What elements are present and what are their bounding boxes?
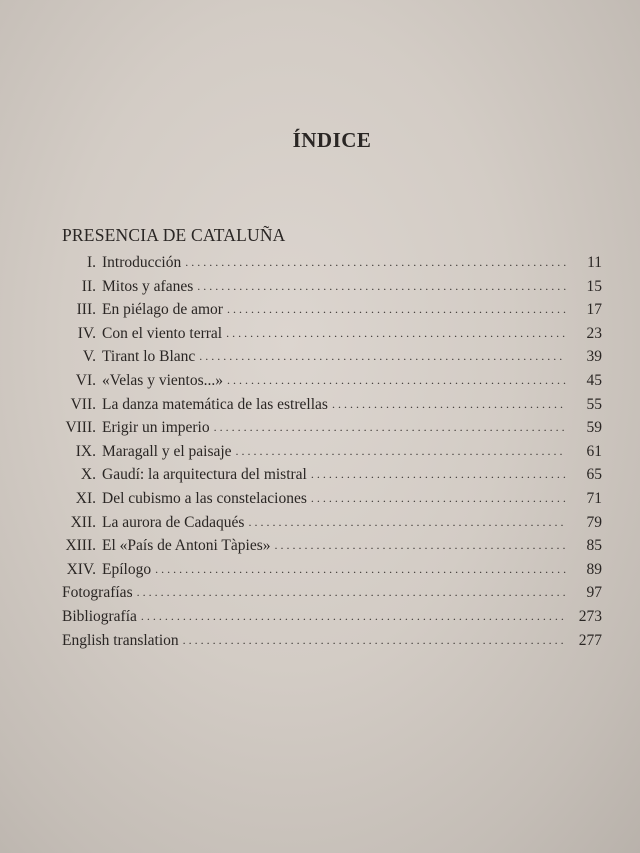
table-of-contents	[62, 254, 602, 655]
dot-leader	[248, 515, 566, 530]
dot-leader	[197, 279, 566, 294]
entry-number: VI.	[75, 371, 96, 389]
entry-title: English translation	[62, 631, 179, 649]
entry-number: XIII.	[65, 537, 96, 555]
entry-number: III.	[76, 301, 96, 319]
entry-number: V.	[82, 348, 96, 366]
dot-leader	[199, 349, 566, 364]
entry-page: 89	[586, 560, 602, 578]
entry-number: IV.	[77, 324, 96, 342]
entry-title: Gaudí: la arquitectura del mistral	[102, 466, 307, 484]
entry-page: 59	[586, 419, 602, 437]
entry-page: 45	[586, 371, 602, 389]
toc-entry	[62, 466, 602, 490]
toc-entry	[62, 325, 602, 349]
toc-entry	[62, 372, 602, 396]
entry-title: Con el viento terral	[102, 324, 223, 342]
dot-leader	[141, 609, 566, 624]
dot-leader	[214, 420, 566, 435]
entry-page: 17	[586, 301, 602, 319]
dot-leader	[226, 326, 566, 341]
entry-page: 11	[587, 254, 602, 271]
toc-back-matter-entry	[62, 608, 602, 632]
dot-leader	[137, 585, 566, 600]
entry-number: VII.	[70, 395, 96, 413]
entry-title: La aurora de Cadaqués	[102, 513, 245, 531]
dot-leader	[332, 397, 566, 412]
entry-number: IX.	[75, 442, 96, 460]
entry-page: 277	[578, 631, 602, 649]
entry-title: «Velas y vientos...»	[102, 371, 223, 389]
entry-number: XII.	[70, 513, 96, 531]
entry-page: 39	[586, 348, 602, 366]
entry-title: Maragall y el paisaje	[102, 442, 232, 460]
section-heading: PRESENCIA DE CATALUÑA	[62, 225, 286, 245]
toc-entry	[62, 348, 602, 372]
entry-page: 23	[586, 324, 602, 342]
entry-title: El «País de Antoni Tàpies»	[102, 537, 271, 555]
entry-page: 65	[586, 466, 602, 484]
dot-leader	[236, 444, 566, 459]
toc-entry	[62, 396, 602, 420]
entry-title: Del cubismo a las constelaciones	[102, 489, 307, 507]
entry-number: VIII.	[65, 419, 96, 437]
toc-entry	[62, 254, 602, 278]
toc-entry	[62, 537, 602, 561]
entry-number: XIV.	[66, 560, 96, 578]
entry-page: 273	[578, 607, 602, 625]
entry-title: Introducción	[102, 254, 182, 271]
entry-page: 15	[586, 277, 602, 295]
entry-title: En piélago de amor	[102, 301, 223, 319]
dot-leader	[311, 491, 566, 506]
dot-leader	[155, 562, 566, 577]
toc-back-matter-entry	[62, 584, 602, 608]
entry-title: Mitos y afanes	[102, 277, 194, 295]
toc-entry	[62, 443, 602, 467]
entry-number: XI.	[75, 489, 96, 507]
dot-leader	[274, 538, 566, 553]
dot-leader	[183, 633, 566, 648]
toc-entry	[62, 514, 602, 538]
entry-title: Fotografías	[62, 584, 133, 602]
entry-page: 55	[586, 395, 602, 413]
entry-number: X.	[80, 466, 96, 484]
toc-entry	[62, 490, 602, 514]
entry-number: I.	[86, 254, 96, 271]
dot-leader	[185, 255, 566, 270]
entry-title: Erigir un imperio	[102, 419, 210, 437]
entry-title: Tirant lo Blanc	[102, 348, 196, 366]
dot-leader	[227, 373, 566, 388]
toc-back-matter-entry	[62, 632, 602, 656]
toc-entry	[62, 561, 602, 585]
entry-title: Epílogo	[102, 560, 152, 578]
entry-page: 85	[586, 537, 602, 555]
entry-number: II.	[81, 277, 96, 295]
toc-entry	[62, 301, 602, 325]
entry-page: 71	[586, 489, 602, 507]
toc-entry	[62, 419, 602, 443]
entry-title: La danza matemática de las estrellas	[102, 395, 328, 413]
entry-page: 61	[586, 442, 602, 460]
entry-page: 97	[586, 584, 602, 602]
dot-leader	[227, 302, 566, 317]
page-title: ÍNDICE	[292, 128, 372, 152]
entry-title: Bibliografía	[62, 607, 137, 625]
dot-leader	[311, 467, 566, 482]
toc-entry	[62, 278, 602, 302]
entry-page: 79	[586, 513, 602, 531]
